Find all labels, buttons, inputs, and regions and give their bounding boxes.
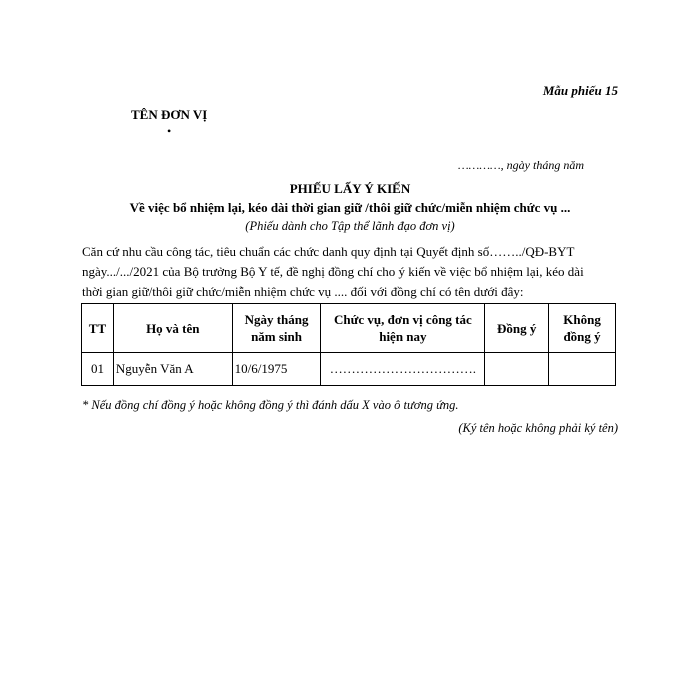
cell-dob: 10/6/1975	[232, 353, 321, 386]
document-subtitle: Về việc bổ nhiệm lại, kéo dài thời gian giữ /thôi giữ chức/miễn nhiệm chức vụ ...	[129, 200, 571, 215]
unit-name: TÊN ĐƠN VỊ	[131, 107, 208, 122]
unit-bullet: •	[167, 124, 172, 138]
footnote: * Nếu đồng chí đồng ý hoặc không đồng ý thì đánh dấu X vào ô tương ứng.	[82, 398, 459, 412]
signature-note: (Ký tên hoặc không phải ký tên)	[458, 421, 618, 435]
cell-name: Nguyễn Văn A	[113, 353, 232, 386]
header-tt: TT	[82, 304, 114, 353]
header-position-line1: Chức vụ, đơn vị công tác	[333, 312, 472, 327]
header-disagree-line2: đồng ý	[563, 329, 601, 344]
cell-agree-checkbox[interactable]	[485, 353, 549, 386]
opinion-table	[81, 303, 616, 386]
header-dob-line1: Ngày tháng	[244, 312, 309, 327]
cell-position: …………………………….	[321, 353, 485, 386]
body-line-1: Căn cứ nhu cầu công tác, tiêu chuẩn các chức danh quy định tại Quyết định số……../QĐ-BYT	[82, 244, 575, 259]
document-note: (Phiếu dành cho Tập thể lãnh đạo đơn vị)	[245, 219, 455, 233]
body-line-2: ngày.../.../2021 của Bộ trưởng Bộ Y tế, đề nghị đồng chí cho ý kiến về việc bổ nhiệm lại, kéo dài	[82, 264, 584, 279]
header-disagree	[549, 304, 616, 353]
cell-tt: 01	[82, 353, 114, 386]
body-line-3: thời gian giữ/thôi giữ chức/miễn nhiệm chức vụ .... đối với đồng chí có tên dưới đây:	[82, 284, 524, 299]
header-position-line2: hiện nay	[379, 329, 427, 344]
form-number: Mẫu phiếu 15	[542, 83, 618, 98]
document-title: PHIẾU LẤY Ý KIẾN	[289, 181, 411, 196]
header-name: Họ và tên	[113, 304, 232, 353]
date-line: …………, ngày tháng năm	[457, 158, 584, 172]
table-header-row	[82, 304, 616, 353]
header-position	[321, 304, 485, 353]
header-agree: Đồng ý	[485, 304, 549, 353]
header-dob	[232, 304, 321, 353]
header-dob-line2: năm sinh	[251, 329, 303, 344]
table-row	[82, 353, 616, 386]
header-disagree-line1: Không	[563, 312, 601, 327]
cell-disagree-checkbox[interactable]	[549, 353, 616, 386]
